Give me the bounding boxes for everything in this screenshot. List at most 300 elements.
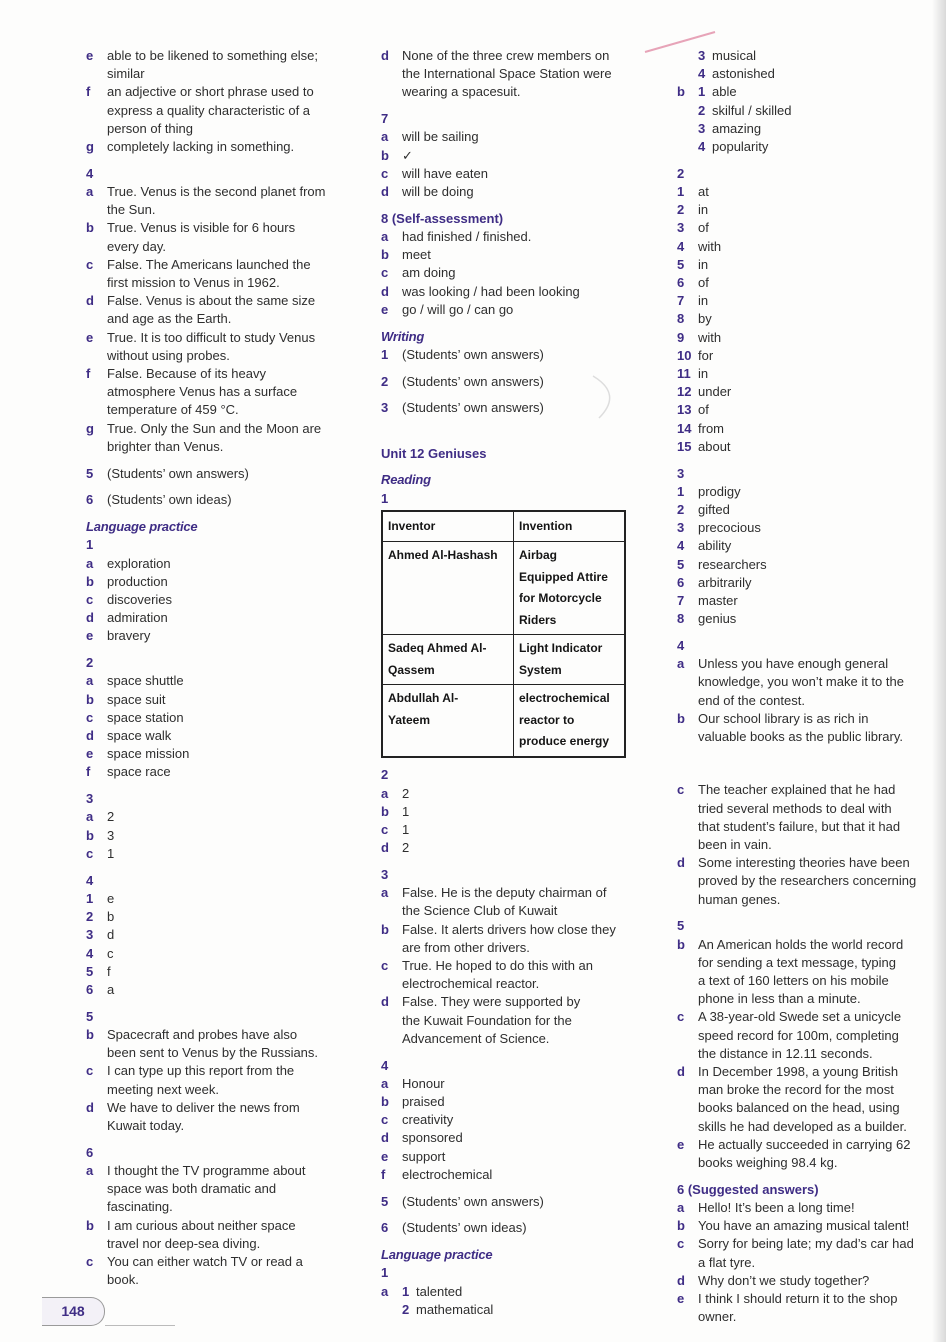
page-number: 148 [42, 1297, 105, 1326]
item-label: d [86, 1099, 94, 1115]
item-label: b [677, 936, 685, 952]
item-label: 4 [677, 238, 685, 254]
item-text: False. Because of its heavy atmosphere Venus has a surface temperature of 459 °C. [107, 366, 298, 418]
item-label: a [86, 673, 94, 689]
answer-item [86, 981, 356, 999]
item-text: a [107, 981, 115, 997]
item-label: d [677, 1272, 685, 1288]
item-label: b [381, 921, 389, 937]
item-text: space mission [107, 746, 190, 762]
item-text: He actually succeeded in carrying 62 books weighing 98.4 kg. [698, 1136, 911, 1170]
item-text: d [107, 927, 115, 943]
item-text: creativity [402, 1112, 454, 1128]
item-text: 3 [107, 827, 115, 843]
item-label: f [86, 84, 91, 100]
item-text: 2 [107, 809, 115, 825]
item-label: 5 [677, 556, 685, 572]
table-cell: Light Indicator System [514, 635, 626, 685]
item-label: d [381, 994, 389, 1010]
answer-item [677, 1217, 939, 1235]
item-label: b [86, 220, 94, 236]
item-label: c [381, 958, 389, 974]
item-label: b [677, 1218, 685, 1234]
answer-item [677, 238, 939, 256]
item-text: skilful / skilled [712, 102, 792, 118]
answer-column-left [86, 47, 356, 1289]
item-text: space race [107, 764, 171, 780]
item-subnumber: 1 [402, 1283, 410, 1299]
item-label: b [86, 827, 94, 843]
answer-item [677, 329, 939, 347]
item-label: c [677, 782, 685, 798]
item-subnumber: 2 [698, 102, 706, 118]
item-text: None of the three crew members on the International Space Station were wearing a spacesuit. [402, 48, 612, 100]
item-text: bravery [107, 628, 151, 644]
answer-item [86, 365, 356, 420]
answer-item [677, 138, 939, 156]
answer-item [86, 256, 356, 292]
item-subnumber: 4 [698, 66, 706, 82]
answer-item [381, 957, 651, 993]
item-text: Unless you have enough general knowledge, you won’t make it to the end of the contest. [698, 656, 904, 708]
answer-item [381, 47, 651, 102]
item-text: Why don’t we study together? [698, 1272, 870, 1288]
answer-item [677, 310, 939, 328]
exercise-number: 4 [381, 1057, 389, 1073]
exercise-number: 4 [677, 638, 685, 654]
item-label: c [677, 1236, 685, 1252]
answer-item [677, 519, 939, 537]
item-label: b [86, 573, 94, 589]
item-label: g [86, 139, 94, 155]
item-subnumber: 3 [698, 48, 706, 63]
item-text: for [698, 347, 714, 363]
answer-item [86, 573, 356, 591]
item-label: e [381, 1148, 389, 1164]
item-label: e [86, 329, 94, 345]
table-header-cell: Inventor [382, 511, 514, 542]
item-label: 8 [677, 611, 685, 627]
item-label: 6 [677, 275, 685, 291]
answer-item [86, 1217, 356, 1253]
answer-item [381, 1301, 651, 1319]
answer-item [86, 963, 356, 981]
item-label: d [381, 184, 389, 200]
answer-item [86, 908, 356, 926]
item-label: 1 [677, 184, 685, 200]
item-text: (Students’ own answers) [402, 346, 544, 362]
item-label: a [381, 129, 389, 145]
answer-item [677, 83, 939, 101]
item-label: 5 [86, 963, 94, 979]
item-text: gifted [698, 502, 730, 518]
answer-item [381, 147, 651, 165]
item-text: about [698, 438, 731, 454]
item-label: d [86, 293, 94, 309]
item-label: c [86, 256, 94, 272]
answer-item [677, 1235, 939, 1271]
item-label: c [381, 1112, 389, 1128]
table-row [382, 685, 625, 757]
item-label: e [381, 301, 389, 317]
item-label: 13 [677, 402, 692, 418]
item-label: 1 [677, 483, 685, 499]
item-label: d [381, 283, 389, 299]
answer-item [677, 401, 939, 419]
item-label: 4 [677, 538, 685, 554]
answer-item [381, 228, 651, 246]
answer-item [677, 347, 939, 365]
answer-item [677, 201, 939, 219]
item-label: c [381, 165, 389, 181]
item-text: in [698, 366, 709, 382]
item-text: popularity [712, 139, 769, 155]
exercise-number: 4 [86, 872, 94, 888]
item-text: had finished / finished. [402, 229, 532, 245]
item-text: able to be likened to something else; similar [107, 48, 319, 82]
item-text: e [107, 890, 115, 906]
answer-item [86, 827, 356, 845]
item-label: a [86, 809, 94, 825]
item-subnumber: 3 [698, 120, 706, 136]
item-text: A 38-year-old Swede set a unicycle speed record for 100m, completing the distance in 12.11 seconds. [698, 1009, 902, 1061]
answer-item [86, 292, 356, 328]
item-label: g [86, 420, 94, 436]
answer-item [381, 921, 651, 957]
answer-item [677, 219, 939, 237]
answer-column-middle [381, 47, 651, 1319]
inventor-table [381, 510, 626, 758]
item-text: an adjective or short phrase used to express a quality characteristic of a person of thing [107, 84, 314, 136]
exercise-number: 3 [86, 791, 94, 807]
item-label: c [677, 1009, 685, 1025]
item-text: in [698, 293, 709, 309]
item-text: False. He is the deputy chairman of the Science Club of Kuwait [402, 885, 607, 919]
item-text: False. It alerts drivers how close they are from other drivers. [402, 921, 616, 955]
answer-item [381, 1111, 651, 1129]
table-row [382, 635, 625, 685]
item-text: talented [416, 1283, 463, 1299]
item-text: You can either watch TV or read a book. [107, 1253, 303, 1288]
item-text: able [712, 84, 737, 100]
answer-item [86, 945, 356, 963]
exercise-number: 2 [677, 165, 685, 181]
answer-item [677, 936, 939, 1009]
answer-item [86, 219, 356, 255]
item-label: 6 [86, 981, 94, 997]
answer-item [86, 845, 356, 863]
item-text: support [402, 1148, 446, 1164]
item-text: at [698, 184, 709, 200]
item-text: discoveries [107, 592, 173, 608]
item-text: True. It is too difficult to study Venus without using probes. [107, 329, 316, 363]
exercise-number: 6 [86, 1144, 94, 1160]
item-text: will have eaten [402, 165, 488, 181]
answer-item [381, 803, 651, 821]
answer-item [381, 1283, 651, 1301]
item-text: b [107, 909, 115, 925]
item-label: d [86, 728, 94, 744]
answer-item [86, 926, 356, 944]
answer-item [86, 183, 356, 219]
answer-item [381, 1129, 651, 1147]
answer-item [677, 383, 939, 401]
item-text: am doing [402, 265, 456, 281]
exercise-number: 3 [381, 867, 389, 883]
item-label: 12 [677, 384, 692, 400]
answer-item [86, 1026, 356, 1062]
table-cell: Abdullah Al- Yateem [382, 685, 514, 757]
item-text: 2 [402, 785, 410, 801]
item-label: c [381, 822, 389, 838]
answer-item [677, 120, 939, 138]
item-text: of [698, 220, 709, 236]
item-text: (Students’ own answers) [402, 1193, 544, 1209]
exercise-number: 4 [86, 165, 94, 181]
item-text: False. Venus is about the same size and age as the Earth. [107, 293, 316, 327]
answer-item [677, 1199, 939, 1217]
item-text: sponsored [402, 1130, 463, 1146]
item-label: 5 [677, 256, 685, 272]
item-text: amazing [712, 120, 762, 136]
answer-item [677, 365, 939, 383]
answer-item [86, 627, 356, 645]
item-label: b [86, 1026, 94, 1042]
item-text: c [107, 945, 114, 961]
answer-item [381, 1093, 651, 1111]
answer-item [677, 781, 939, 854]
item-label: e [677, 1290, 685, 1306]
item-text: Hello! It’s been a long time! [698, 1199, 855, 1215]
answer-item [677, 556, 939, 574]
item-text: (Students’ own ideas) [402, 1220, 527, 1236]
inventor-table-wrap [381, 510, 651, 758]
item-text: precocious [698, 520, 761, 536]
item-label: c [86, 1063, 94, 1079]
item-label: f [381, 1166, 386, 1182]
item-label: b [381, 803, 389, 819]
item-text: from [698, 420, 724, 436]
item-text: True. Venus is the second planet from the Sun. [107, 184, 326, 218]
table-row [382, 542, 625, 635]
item-text: Honour [402, 1075, 445, 1091]
item-label: 3 [677, 520, 685, 536]
item-text: with [698, 238, 722, 254]
item-subnumber: 2 [402, 1301, 410, 1317]
section-heading: Reading [381, 472, 431, 488]
item-label: 11 [677, 366, 691, 382]
table-cell: Ahmed Al-Hashash [382, 542, 514, 635]
answer-item [677, 256, 939, 274]
item-text: electrochemical [402, 1166, 493, 1182]
item-text: of [698, 275, 709, 291]
item-label: c [86, 592, 94, 608]
footer-divider [105, 1325, 175, 1326]
item-text: 1 [402, 803, 410, 819]
item-text: The teacher explained that he had tried several methods to deal with that student’s failure, but that it had been in vain. [698, 782, 901, 852]
item-label: a [381, 1283, 389, 1299]
item-text: In December 1998, a young British man broke the record for the most books balanced on the head, using skills he had developed as a builder. [698, 1063, 907, 1134]
item-label: e [86, 48, 94, 63]
answer-item [86, 808, 356, 826]
item-label: c [86, 709, 94, 725]
exercise-number: 7 [381, 111, 389, 127]
unit-title: Unit 12 Geniuses [381, 445, 487, 461]
item-text: of [698, 402, 709, 418]
item-label: b [381, 147, 389, 163]
table-header-row [382, 511, 625, 542]
section-heading: Language practice [86, 519, 198, 535]
item-label: 1 [86, 890, 94, 906]
item-text: Spacecraft and probes have also been sent to Venus by the Russians. [107, 1026, 319, 1061]
answer-item [677, 1136, 939, 1172]
item-label: 6 [381, 1220, 389, 1236]
answer-item [381, 821, 651, 839]
answer-item [86, 672, 356, 690]
answer-item [381, 183, 651, 201]
item-label: d [86, 610, 94, 626]
item-label: c [86, 845, 94, 861]
item-text: True. Venus is visible for 6 hours every day. [107, 220, 296, 254]
answer-entry [381, 1193, 651, 1211]
item-label: 8 [677, 311, 685, 327]
item-label: 3 [677, 220, 685, 236]
answer-item [86, 591, 356, 609]
item-label: 5 [86, 465, 94, 481]
exercise-number: 5 [86, 1008, 94, 1024]
item-label: 7 [677, 593, 685, 609]
item-label: 2 [86, 909, 94, 925]
item-label: 14 [677, 420, 692, 436]
item-text: space shuttle [107, 673, 184, 689]
item-text: astonished [712, 66, 775, 82]
answer-item [86, 47, 356, 83]
item-label: b [677, 710, 685, 726]
item-text: I can type up this report from the meeting next week. [107, 1063, 295, 1097]
answer-item [381, 1075, 651, 1093]
item-label: a [677, 1199, 685, 1215]
item-text: was looking / had been looking [402, 283, 580, 299]
answer-item [86, 890, 356, 908]
item-text: under [698, 384, 732, 400]
answer-item [86, 609, 356, 627]
item-label: 2 [381, 373, 389, 389]
item-label: 15 [677, 438, 692, 454]
answer-item [381, 785, 651, 803]
answer-item [677, 610, 939, 628]
answer-item [381, 1148, 651, 1166]
item-label: d [677, 855, 685, 871]
item-label: 4 [86, 945, 94, 961]
answer-item [86, 83, 356, 138]
answer-item [677, 854, 939, 909]
answer-item [677, 1008, 939, 1063]
table-header-cell: Invention [514, 511, 626, 542]
item-label: d [381, 48, 389, 63]
item-label: d [381, 1130, 389, 1146]
item-label: f [86, 366, 91, 382]
exercise-number: 1 [381, 1265, 389, 1281]
item-label: d [677, 1063, 685, 1079]
item-text: in [698, 202, 709, 218]
answer-item [381, 264, 651, 282]
item-text: exploration [107, 555, 171, 571]
item-label: c [381, 265, 389, 281]
answer-item [677, 102, 939, 120]
answer-item [86, 1162, 356, 1217]
item-label: a [381, 785, 389, 801]
item-text: (Students’ own answers) [107, 465, 249, 481]
item-text: in [698, 256, 709, 272]
item-text: Some interesting theories have been proved by the researchers concerning human genes. [698, 855, 917, 907]
answer-item [677, 274, 939, 292]
answer-item [677, 483, 939, 501]
item-label: c [86, 1253, 94, 1269]
answer-entry [86, 465, 356, 483]
item-text: with [698, 329, 722, 345]
item-text: prodigy [698, 483, 741, 499]
item-label: 3 [86, 927, 94, 943]
answer-item [381, 128, 651, 146]
item-label: b [677, 84, 685, 100]
answer-item [677, 501, 939, 519]
answer-item [381, 301, 651, 319]
exercise-number: 8 (Self-assessment) [381, 210, 504, 226]
exercise-number: 3 [677, 465, 685, 481]
item-text: praised [402, 1094, 445, 1110]
answer-item [86, 420, 356, 456]
item-label: 3 [381, 400, 389, 416]
exercise-number: 1 [381, 490, 389, 506]
item-text: master [698, 593, 738, 609]
answer-item [677, 1063, 939, 1136]
item-text: 2 [402, 840, 410, 856]
item-text: I think I should return it to the shop owner. [698, 1290, 898, 1325]
item-text: production [107, 573, 168, 589]
item-label: a [86, 1162, 94, 1178]
answer-entry [381, 1219, 651, 1237]
answer-item [677, 655, 939, 710]
exercise-number: 5 [677, 918, 685, 934]
answer-item [86, 1253, 356, 1289]
item-label: 6 [677, 574, 685, 590]
answer-column-right [677, 47, 939, 1326]
item-text: ability [698, 538, 732, 554]
item-text: (Students’ own ideas) [107, 492, 232, 508]
item-label: b [381, 247, 389, 263]
item-label: d [381, 840, 389, 856]
item-label: 2 [677, 202, 685, 218]
answer-item [677, 438, 939, 456]
item-label: a [86, 555, 94, 571]
item-text: ✓ [402, 147, 413, 163]
item-label: a [677, 656, 685, 672]
item-label: 9 [677, 329, 685, 345]
exercise-number: 1 [86, 537, 94, 553]
item-label: a [381, 885, 389, 901]
item-text: go / will go / can go [402, 301, 514, 317]
table-cell: Airbag Equipped Attire for Motorcycle Riders [514, 542, 626, 635]
item-text: (Students’ own answers) [402, 400, 544, 416]
answer-item [381, 165, 651, 183]
item-text: An American holds the world record for sending a text message, typing a text of 160 letters on his mobile phone in less than a minute. [698, 936, 904, 1007]
item-label: 7 [677, 293, 685, 309]
item-text: musical [712, 48, 757, 63]
answer-item [86, 1099, 356, 1135]
item-text: We have to deliver the news from Kuwait today. [107, 1099, 300, 1133]
item-label: b [86, 1217, 94, 1233]
item-label: 2 [677, 502, 685, 518]
